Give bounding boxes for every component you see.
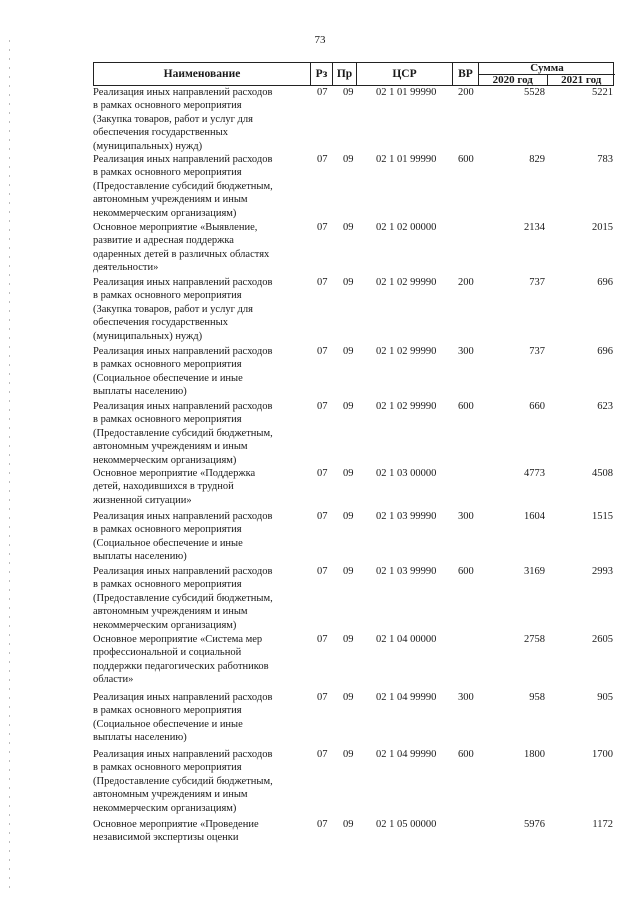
row-name: Реализация иных направлений расходов в рамках основного мероприятия (Социальное обеспечение и иные выплаты населению) (93, 346, 273, 398)
row-name: Основное мероприятие «Выявление, развитие и адресная поддержка одаренных детей в различных областях деятельности» (93, 222, 270, 274)
row-name: Реализация иных направлений расходов в рамках основного мероприятия (Социальное обеспечение и иные выплаты населению) (93, 692, 273, 744)
page-number: 73 (314, 34, 326, 46)
row-2020: 737 (529, 346, 545, 357)
header-year-2021: 2021 год (561, 74, 602, 86)
row-2021: 1515 (592, 511, 613, 522)
row-vr: 600 (458, 749, 474, 760)
row-pr: 09 (343, 468, 354, 479)
table-row (0, 748, 640, 818)
row-2020: 829 (529, 154, 545, 165)
row-2020: 5976 (524, 819, 545, 830)
row-2020: 4773 (524, 468, 545, 479)
row-vr: 200 (458, 277, 474, 288)
row-name: Реализация иных направлений расходов в рамках основного мероприятия (Предоставление субсидий бюджетным, автономным учреждениям и иным некоммерческим организациям) (93, 749, 273, 814)
row-vr: 300 (458, 511, 474, 522)
header-sum (479, 63, 615, 85)
row-2021: 696 (597, 346, 613, 357)
row-2021: 4508 (592, 468, 613, 479)
row-name: Реализация иных направлений расходов в рамках основного мероприятия (Социальное обеспечение и иные выплаты населению) (93, 511, 273, 563)
header-year-2020: 2020 год (479, 75, 548, 86)
row-rz: 07 (317, 154, 328, 165)
row-rz: 07 (317, 87, 328, 98)
row-csr: 02 1 04 99990 (376, 749, 437, 760)
row-csr: 02 1 02 99990 (376, 346, 437, 357)
header-vr: ВР (453, 63, 479, 85)
row-rz: 07 (317, 819, 328, 830)
table-row (0, 400, 640, 467)
row-csr: 02 1 05 00000 (376, 819, 437, 830)
row-pr: 09 (343, 566, 354, 577)
row-2021: 2605 (592, 634, 613, 645)
row-pr: 09 (343, 154, 354, 165)
row-csr: 02 1 03 99990 (376, 511, 437, 522)
row-2020: 2758 (524, 634, 545, 645)
table-row (0, 276, 640, 345)
row-2021: 783 (597, 154, 613, 165)
row-name: Основное мероприятие «Проведение независимой экспертизы оценки (93, 819, 259, 844)
row-2020: 1604 (524, 511, 545, 522)
row-rz: 07 (317, 401, 328, 412)
header-pr: Пр (333, 63, 357, 85)
header-sum-years (479, 75, 615, 86)
row-name: Основное мероприятие «Поддержка детей, находившихся в трудной жизненной ситуации» (93, 468, 256, 506)
table-row (0, 691, 640, 748)
row-csr: 02 1 03 99990 (376, 566, 437, 577)
row-pr: 09 (343, 511, 354, 522)
row-2021: 5221 (592, 87, 613, 98)
row-pr: 09 (343, 692, 354, 703)
row-name: Реализация иных направлений расходов в рамках основного мероприятия (Закупка товаров, работ и услуг для обеспечения государственных (муниципальных) нужд) (93, 87, 273, 152)
row-2020: 958 (529, 692, 545, 703)
row-rz: 07 (317, 634, 328, 645)
row-pr: 09 (343, 277, 354, 288)
row-2020: 660 (529, 401, 545, 412)
row-csr: 02 1 02 99990 (376, 277, 437, 288)
row-vr: 300 (458, 346, 474, 357)
table-row (0, 86, 640, 153)
row-rz: 07 (317, 222, 328, 233)
table-row (0, 510, 640, 565)
row-csr: 02 1 01 99990 (376, 154, 437, 165)
row-2021: 1172 (592, 819, 613, 830)
header-rz: Рз (311, 63, 333, 85)
table-row (0, 565, 640, 633)
row-csr: 02 1 03 00000 (376, 468, 437, 479)
row-csr: 02 1 04 99990 (376, 692, 437, 703)
row-csr: 02 1 04 00000 (376, 634, 437, 645)
row-2020: 1800 (524, 749, 545, 760)
row-csr: 02 1 02 99990 (376, 401, 437, 412)
row-vr: 600 (458, 566, 474, 577)
row-pr: 09 (343, 634, 354, 645)
row-2020: 737 (529, 277, 545, 288)
row-rz: 07 (317, 511, 328, 522)
row-vr: 200 (458, 87, 474, 98)
header-csr: ЦСР (357, 63, 453, 85)
row-name: Реализация иных направлений расходов в рамках основного мероприятия (Предоставление субсидий бюджетным, автономным учреждениям и иным некоммерческим организациям) (93, 566, 273, 631)
row-2020: 2134 (524, 222, 545, 233)
header-sum-title: Сумма (479, 63, 615, 75)
table-row (0, 153, 640, 221)
row-csr: 02 1 01 99990 (376, 87, 437, 98)
row-2020: 3169 (524, 566, 545, 577)
row-csr: 02 1 02 00000 (376, 222, 437, 233)
row-rz: 07 (317, 277, 328, 288)
row-name: Реализация иных направлений расходов в рамках основного мероприятия (Предоставление субсидий бюджетным, автономным учреждениям и иным некоммерческим организациям) (93, 401, 273, 466)
row-pr: 09 (343, 401, 354, 412)
row-name: Основное мероприятие «Система мер профессиональной и социальной поддержки педагогических работников области» (93, 634, 269, 686)
row-rz: 07 (317, 692, 328, 703)
row-vr: 600 (458, 401, 474, 412)
table-body (0, 86, 640, 848)
table-header (93, 62, 614, 86)
table-row (0, 345, 640, 400)
row-pr: 09 (343, 346, 354, 357)
row-2021: 2993 (592, 566, 613, 577)
row-rz: 07 (317, 346, 328, 357)
row-2021: 623 (597, 401, 613, 412)
row-rz: 07 (317, 566, 328, 577)
row-name: Реализация иных направлений расходов в рамках основного мероприятия (Предоставление субсидий бюджетным, автономным учреждениям и иным некоммерческим организациям) (93, 154, 273, 219)
row-2021: 696 (597, 277, 613, 288)
row-vr: 600 (458, 154, 474, 165)
row-pr: 09 (343, 87, 354, 98)
row-2021: 905 (597, 692, 613, 703)
row-name: Реализация иных направлений расходов в рамках основного мероприятия (Закупка товаров, работ и услуг для обеспечения государственных (муниципальных) нужд) (93, 277, 273, 342)
row-rz: 07 (317, 749, 328, 760)
row-rz: 07 (317, 468, 328, 479)
table-row (0, 818, 640, 848)
row-2020: 5528 (524, 87, 545, 98)
row-vr: 300 (458, 692, 474, 703)
row-pr: 09 (343, 222, 354, 233)
row-2021: 1700 (592, 749, 613, 760)
row-2021: 2015 (592, 222, 613, 233)
row-pr: 09 (343, 749, 354, 760)
table-row (0, 221, 640, 276)
header-name: Наименование (94, 63, 311, 85)
table-row (0, 467, 640, 510)
table-row (0, 633, 640, 691)
row-pr: 09 (343, 819, 354, 830)
